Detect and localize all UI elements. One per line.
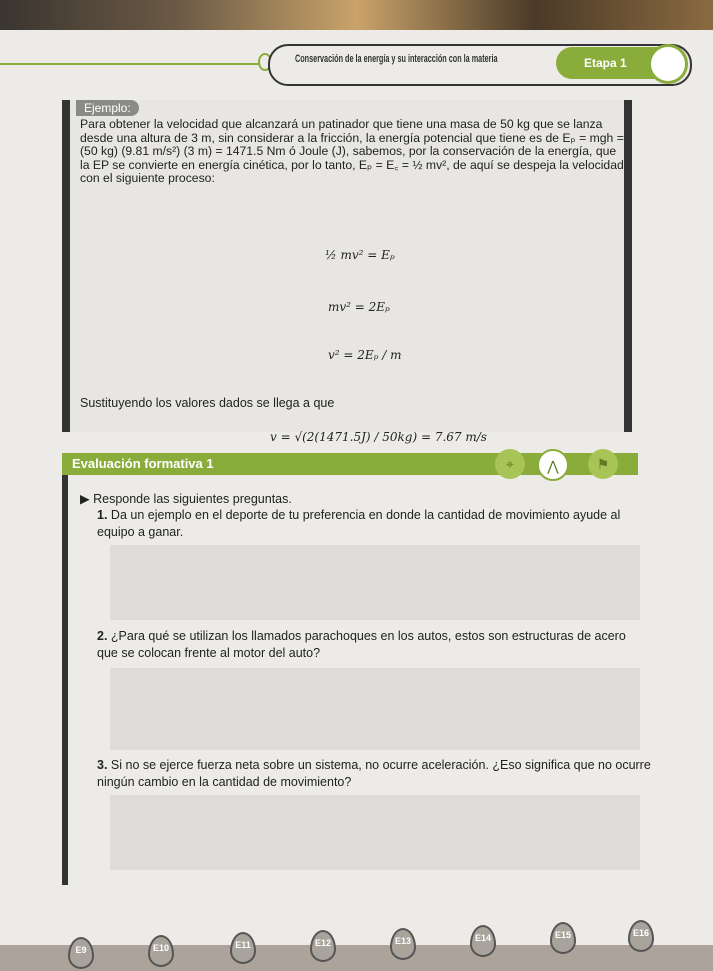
marker-pin: E10 <box>148 935 174 967</box>
progress-road <box>0 945 713 971</box>
header-line <box>0 63 265 65</box>
question-number: 3. <box>97 758 108 772</box>
answer-area-1[interactable] <box>110 545 640 620</box>
header-title: Conservación de la energía y su interacción con la materia <box>295 53 498 65</box>
stage-circle <box>648 44 688 84</box>
flag-icon: ⚑ <box>588 449 618 479</box>
evaluation-title: Evaluación formativa 1 <box>62 453 638 475</box>
road-icon: ⋀ <box>537 449 569 481</box>
marker-pin: E14 <box>470 925 496 957</box>
background-photo <box>0 0 713 34</box>
answer-area-3[interactable] <box>110 795 640 870</box>
equation-1: ½ mv² = Eₚ <box>325 248 395 262</box>
marker-pin: E12 <box>310 930 336 962</box>
marker-pin: E13 <box>390 928 416 960</box>
example-label: Ejemplo: <box>76 100 139 116</box>
section-bar <box>62 475 68 885</box>
equation-3: v² = 2Eₚ / m <box>328 348 402 362</box>
stage-badge: Etapa 1 <box>556 47 676 79</box>
instruction-text: Responde las siguientes preguntas. <box>93 492 292 506</box>
question-1 <box>97 507 647 541</box>
equation-4: v = √(2(1471.5J) / 50kg) = 7.67 m/s <box>270 430 487 444</box>
instruction: ▶ Responde las siguientes preguntas. <box>80 492 292 506</box>
question-number: 1. <box>97 508 108 522</box>
example-text: Para obtener la velocidad que alcanzará un patinador que tiene una masa de 50 kg que se lanza desde una altura de 3 m, sin considerar a la fricción, la energía potencial que tiene es de Eₚ = mgh = (50 kg) (9.81 m/s²) (3 m) = 1471.5 Nm ó Joule (J), sabemos, por la conservación de la energía, que la EP se convierte en energía cinética, por lo tanto, Eₚ = E꜀ = ½ mv², de aquí se despeja la velocidad con el siguiente proceso: <box>80 117 624 186</box>
textbook-page <box>0 30 713 971</box>
marker-pin: E11 <box>230 932 256 964</box>
question-text: ¿Para qué se utilizan los llamados parachoques en los autos, estos son estructuras de acero que se colocan frente al motor del auto? <box>97 629 626 660</box>
question-2 <box>97 628 647 662</box>
example-box <box>62 100 632 444</box>
marker-pin: E16 <box>628 920 654 952</box>
question-text: Da un ejemplo en el deporte de tu preferencia en donde la cantidad de movimiento ayude al equipo a ganar. <box>97 508 621 539</box>
equation-2: mv² = 2Eₚ <box>328 300 390 314</box>
question-3 <box>97 757 657 791</box>
marker-pin: E15 <box>550 922 576 954</box>
location-pin-icon: ⌖ <box>495 449 525 479</box>
question-text: Si no se ejerce fuerza neta sobre un sistema, no ocurre aceleración. ¿Eso significa que no ocurre ningún cambio en la cantidad de movimiento? <box>97 758 651 789</box>
answer-area-2[interactable] <box>110 668 640 750</box>
question-number: 2. <box>97 629 108 643</box>
marker-pin: E9 <box>68 937 94 969</box>
substitution-text: Sustituyendo los valores dados se llega a que <box>80 396 335 410</box>
